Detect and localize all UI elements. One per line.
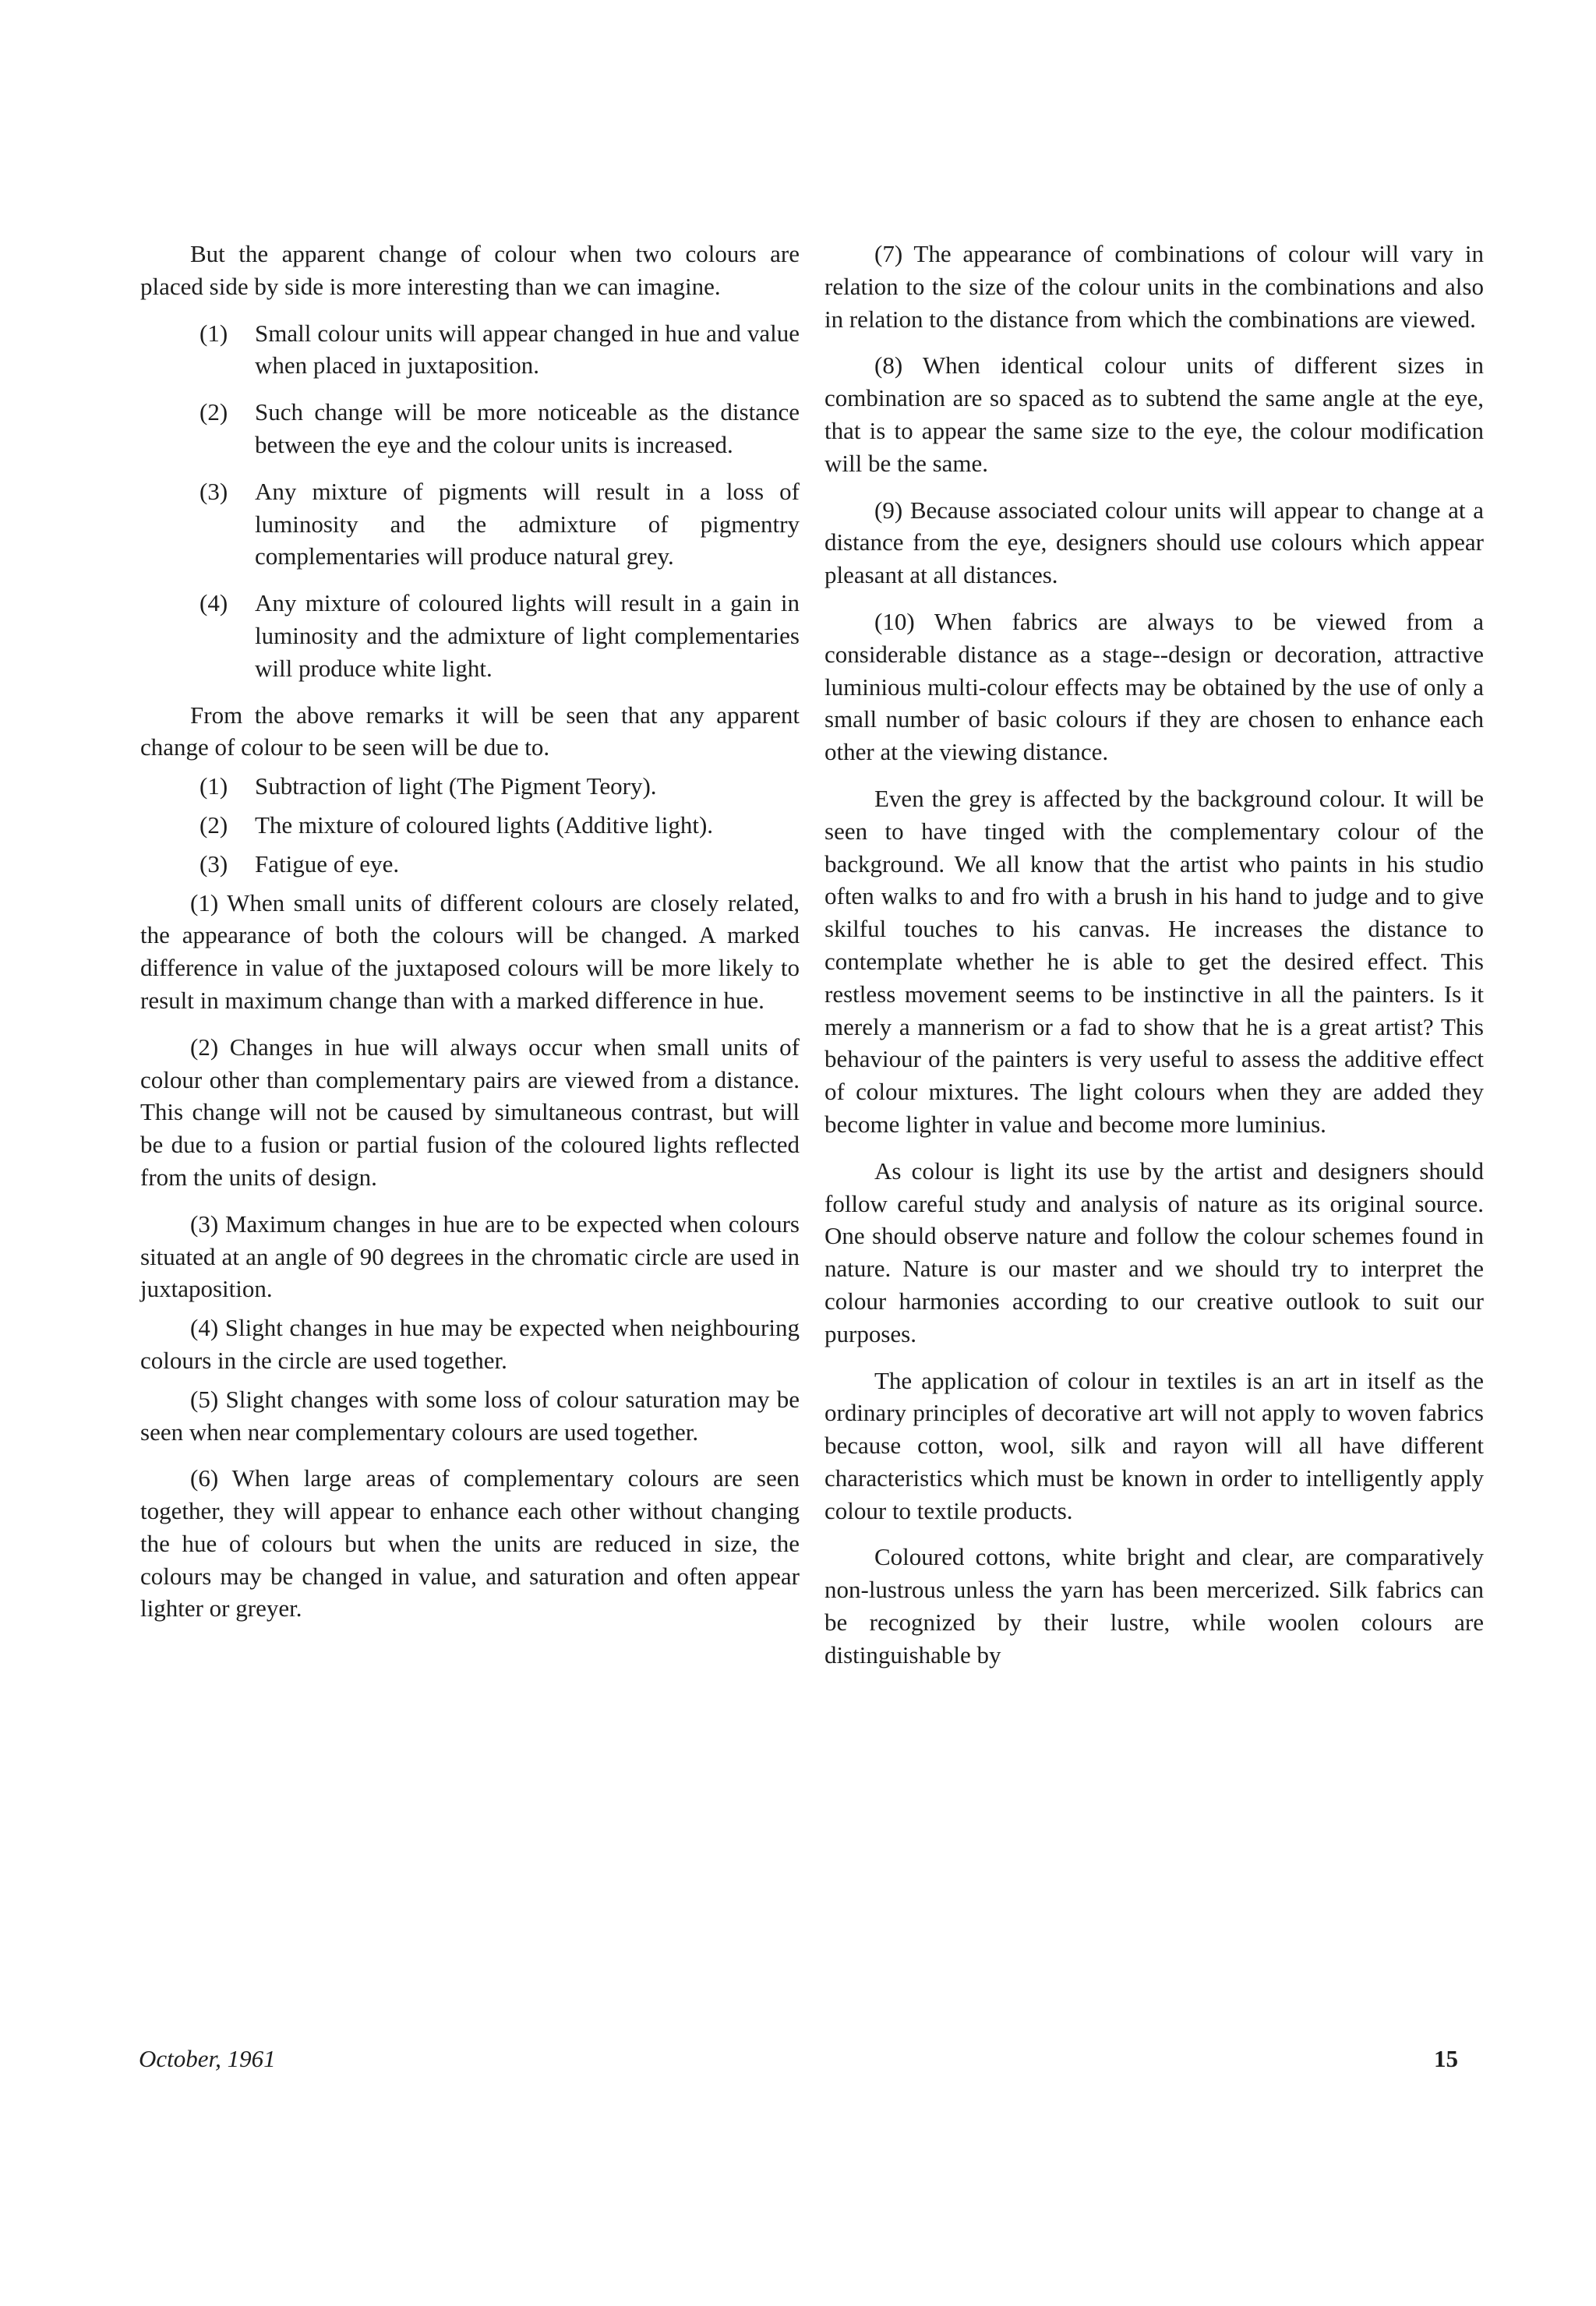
numbered-paragraph: (1) When small units of different colours are closely related, the appearance of both the colours will be changed. A marked difference in value of the juxtaposed colours will be more likely to result in maximum change than with a marked difference in hue. (140, 888, 800, 1014)
left-column (140, 238, 800, 1639)
list-number: (1) (200, 772, 228, 800)
body-paragraph: The application of colour in textiles is an art in itself as the ordinary principles of decorative art will not apply to woven fabrics because cotton, wool, silk and rayon will all have different characteristics which must be known in order to intelligently apply colour to textile products. (824, 1366, 1484, 1524)
list-number: (2) (200, 398, 228, 426)
list-text: Any mixture of coloured lights will result in a gain in luminosity and the admixture of light complementaries will produce white light. (255, 589, 800, 682)
list-number: (3) (200, 477, 228, 505)
list-text: The mixture of coloured lights (Additive light). (255, 810, 714, 839)
numbered-paragraph: (7) The appearance of combinations of colour will vary in relation to the size of the colour units in the combinations and also in relation to the distance from which the combinations are viewed. (824, 240, 1484, 333)
numbered-paragraph: (8) When identical colour units of different sizes in combination are so spaced as to subtend the same angle at the eye, that is to appear the same size to the eye, the colour modification will be the same. (824, 351, 1484, 477)
list-text: Fatigue of eye. (255, 849, 400, 878)
list-number: (2) (200, 810, 228, 839)
list-number: (4) (200, 589, 228, 617)
list-item (140, 587, 800, 684)
numbered-paragraph: (10) When fabrics are always to be viewed from a considerable distance as a stage--design or decoration, attractive luminious multi-colour effects may be obtained by the use of only a small number of basic colours if they are chosen to enhance each other at the viewing distance. (824, 607, 1484, 766)
list-item (140, 396, 800, 461)
list-text: Any mixture of pigments will result in a loss of luminosity and the admixture of pigmentry complementaries will produce natural grey. (255, 477, 800, 570)
body-paragraph: Coloured cottons, white bright and clear, are comparatively non-lustrous unless the yarn has been mercerized. Silk fabrics can be recognized by their lustre, while woolen colours are distinguishable by (824, 1543, 1484, 1669)
body-paragraph: Even the grey is affected by the background colour. It will be seen to have tinged with the complementary colour of the background. We all know that the artist who paints in his studio often walks to and fro with a brush in his hand to judge and to give skilful touches to his canvas. He increases the distance to contemplate whether he is able to get the desired effect. This restless movement seems to be instinctive in all the painters. Is it merely a mannerism or a fad to show that he is a great artist? This behaviour of the painters is very useful to assess the additive effect of colour mixtures. The light colours when they are added they become lighter in value and become more luminius. (824, 784, 1484, 1138)
numbered-paragraph: (4) Slight changes in hue may be expected when neighbouring colours in the circle are used together. (140, 1314, 800, 1374)
page-number: 15 (1434, 2045, 1458, 2072)
list-item (140, 475, 800, 573)
numbered-paragraph: (9) Because associated colour units will appear to change at a distance from the eye, designers should use colours which appear pleasant at all distances. (824, 496, 1484, 589)
list-item (140, 848, 800, 881)
list-text: Small colour units will appear changed in hue and value when placed in juxtaposition. (255, 319, 800, 380)
body-paragraph: As colour is light its use by the artist and designers should follow careful study and analysis of nature as its original source. One should observe nature and follow the colour schemes found in nature. Nature is our master and we should try to interpret the colour harmonies according to our creative outlook to suit our purposes. (824, 1157, 1484, 1347)
numbered-paragraph: (5) Slight changes with some loss of colour saturation may be seen when near complementary colours are used together. (140, 1385, 800, 1446)
list-text: Such change will be more noticeable as the distance between the eye and the colour units is increased. (255, 398, 800, 458)
list-item (140, 809, 800, 842)
remarks-paragraph: From the above remarks it will be seen that any apparent change of colour to be seen will be due to. (140, 701, 800, 761)
list-number: (3) (200, 849, 228, 878)
list-number: (1) (200, 319, 228, 347)
list-item (140, 317, 800, 383)
list-text: Subtraction of light (The Pigment Teory). (255, 772, 657, 800)
intro-paragraph: But the apparent change of colour when two colours are placed side by side is more interesting than we can imagine. (140, 240, 800, 300)
right-column (824, 238, 1484, 1686)
issue-date: October, 1961 (139, 2045, 276, 2072)
numbered-paragraph: (6) When large areas of complementary colours are seen together, they will appear to enhance each other without changing the hue of colours but when the units are reduced in size, the colours may be changed in value, and saturation and often appear lighter or greyer. (140, 1464, 800, 1623)
list-item (140, 770, 800, 803)
numbered-paragraph: (3) Maximum changes in hue are to be expected when colours situated at an angle of 90 degrees in the chromatic circle are used in juxtaposition. (140, 1210, 800, 1303)
numbered-paragraph: (2) Changes in hue will always occur when small units of colour other than complementary pairs are viewed from a distance. This change will not be caused by simultaneous contrast, but will be due to a fusion or partial fusion of the coloured lights reflected from the units of design. (140, 1033, 800, 1191)
